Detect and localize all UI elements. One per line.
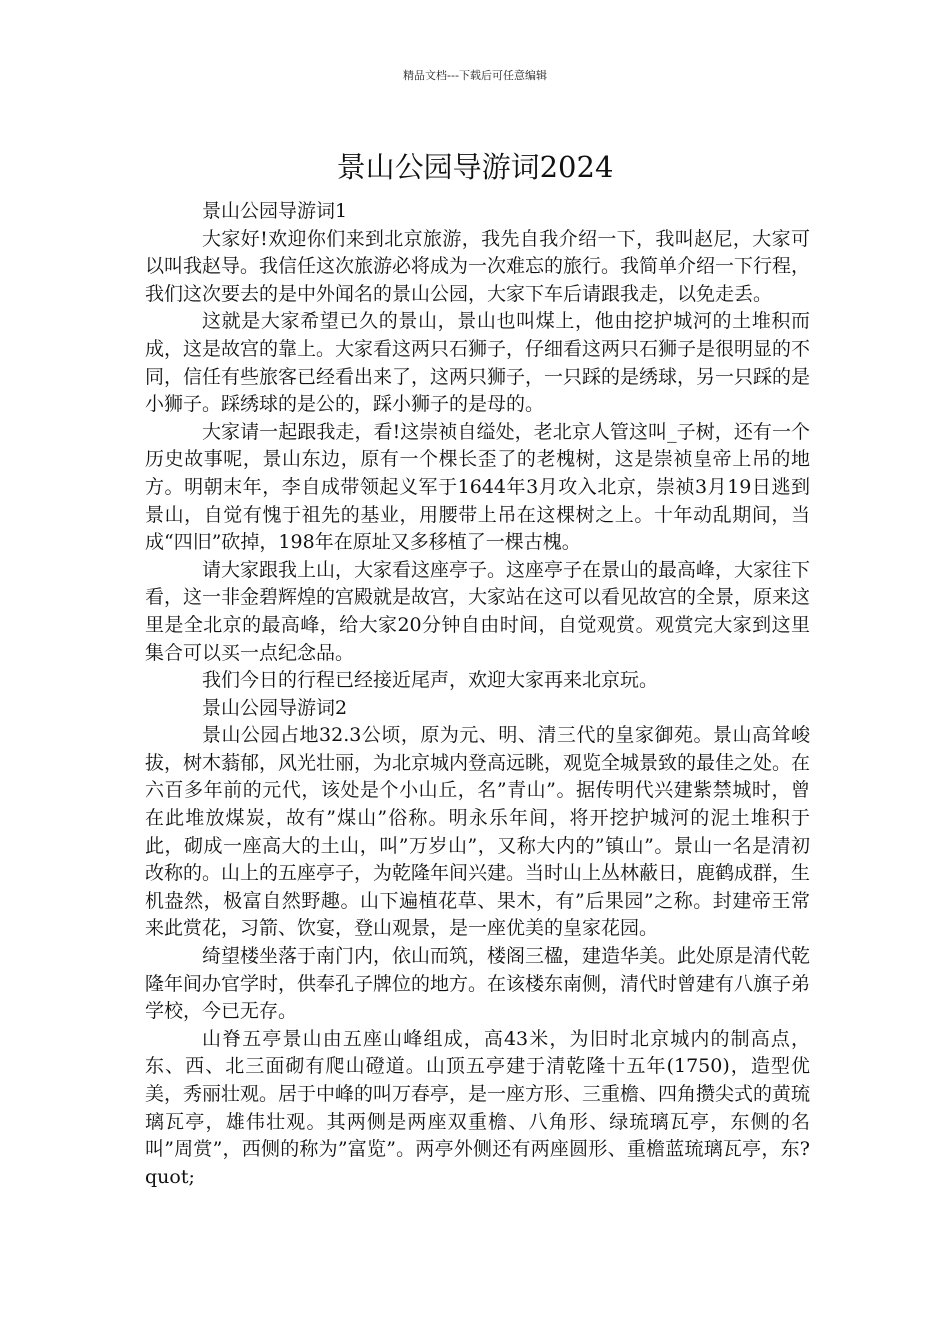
header-note: 精品文档---下载后可任意编辑 bbox=[403, 69, 547, 82]
paragraph: 请大家跟我上山，大家看这座亭子。这座亭子在景山的最高峰，大家往下看，这一非金碧辉煌的宫殿就是故宫，大家站在这可以看见故宫的全景，原来这里是全北京的最高峰，给大家20分钟自由时间，自觉观赏。观赏完大家到这里集合可以买一点纪念品。 bbox=[145, 558, 811, 664]
paragraph: 这就是大家希望已久的景山，景山也叫煤上，他由挖护城河的土堆积而成，这是故宫的靠上。大家看这两只石狮子，仔细看这两只石狮子是很明显的不同，信任有些旅客已经看出来了，这两只狮子，一只踩的是绣球，另一只踩的是小狮子。踩绣球的是公的，踩小狮子的是母的。 bbox=[145, 310, 811, 416]
document-body bbox=[145, 198, 810, 1191]
paragraph: 山脊五亭景山由五座山峰组成，高43米，为旧时北京城内的制高点，东、西、北三面砌有爬山磴道。山顶五亭建于清乾隆十五年(1750)，造型优美，秀丽壮观。居于中峰的叫万春亭，是一座方形、三重檐、四角攒尖式的黄琉璃瓦亭，雄伟壮观。其两侧是两座双重檐、八角形、绿琉璃瓦亭，东侧的名叫”周赏”，西侧的称为”富览”。两亭外侧还有两座圆形、重檐蓝琉璃瓦亭，东?quot; bbox=[145, 1027, 811, 1188]
paragraph: 大家请一起跟我走，看!这崇祯自缢处，老北京人管这叫_子树，还有一个历史故事呢，景山东边，原有一个棵长歪了的老槐树，这是崇祯皇帝上吊的地方。明朝末年，李自成带领起义军于1644年3月攻入北京，崇祯3月19日逃到景山，自觉有愧于祖先的基业，用腰带上吊在这棵树之上。十年动乱期间，当成“四旧”砍掉，198年在原址又多移植了一棵古槐。 bbox=[145, 420, 810, 554]
document-title: 景山公园导游词2024 bbox=[336, 150, 614, 185]
paragraph: 景山公园占地32.3公顷，原为元、明、清三代的皇家御苑。景山高耸峻拔，树木蓊郁，风光壮丽，为北京城内登高远眺，观览全城景致的最佳之处。在六百多年前的元代，该处是个小山丘，名”青山”。据传明代兴建紫禁城时，曾在此堆放煤炭，故有”煤山”俗称。明永乐年间，将开挖护城河的泥土堆积于此，砌成一座高大的土山，叫”万岁山”，又称大内的”镇山”。景山一名是清初改称的。山上的五座亭子，为乾隆年间兴建。当时山上丛林蔽日，鹿鹤成群，生机盎然，极富自然野趣。山下遍植花草、果木，有”后果园”之称。封建帝王常来此赏花，习箭、饮宴，登山观景，是一座优美的皇家花园。 bbox=[145, 724, 811, 940]
section-heading: 景山公园导游词2 bbox=[202, 696, 348, 719]
paragraph: 大家好!欢迎你们来到北京旅游，我先自我介绍一下，我叫赵尼，大家可以叫我赵导。我信任这次旅游必将成为一次难忘的旅行。我简单介绍一下行程，我们这次要去的是中外闻名的景山公园，大家下车后请跟我走，以免走丢。 bbox=[145, 227, 811, 305]
paragraph: 绮望楼坐落于南门内，依山而筑，楼阁三楹，建造华美。此处原是清代乾隆年间办官学时，供奉孔子牌位的地方。在该楼东南侧，清代时曾建有八旗子弟学校，今已无存。 bbox=[145, 945, 811, 1023]
paragraph: 我们今日的行程已经接近尾声，欢迎大家再来北京玩。 bbox=[202, 669, 659, 692]
section-heading: 景山公园导游词1 bbox=[202, 200, 348, 222]
